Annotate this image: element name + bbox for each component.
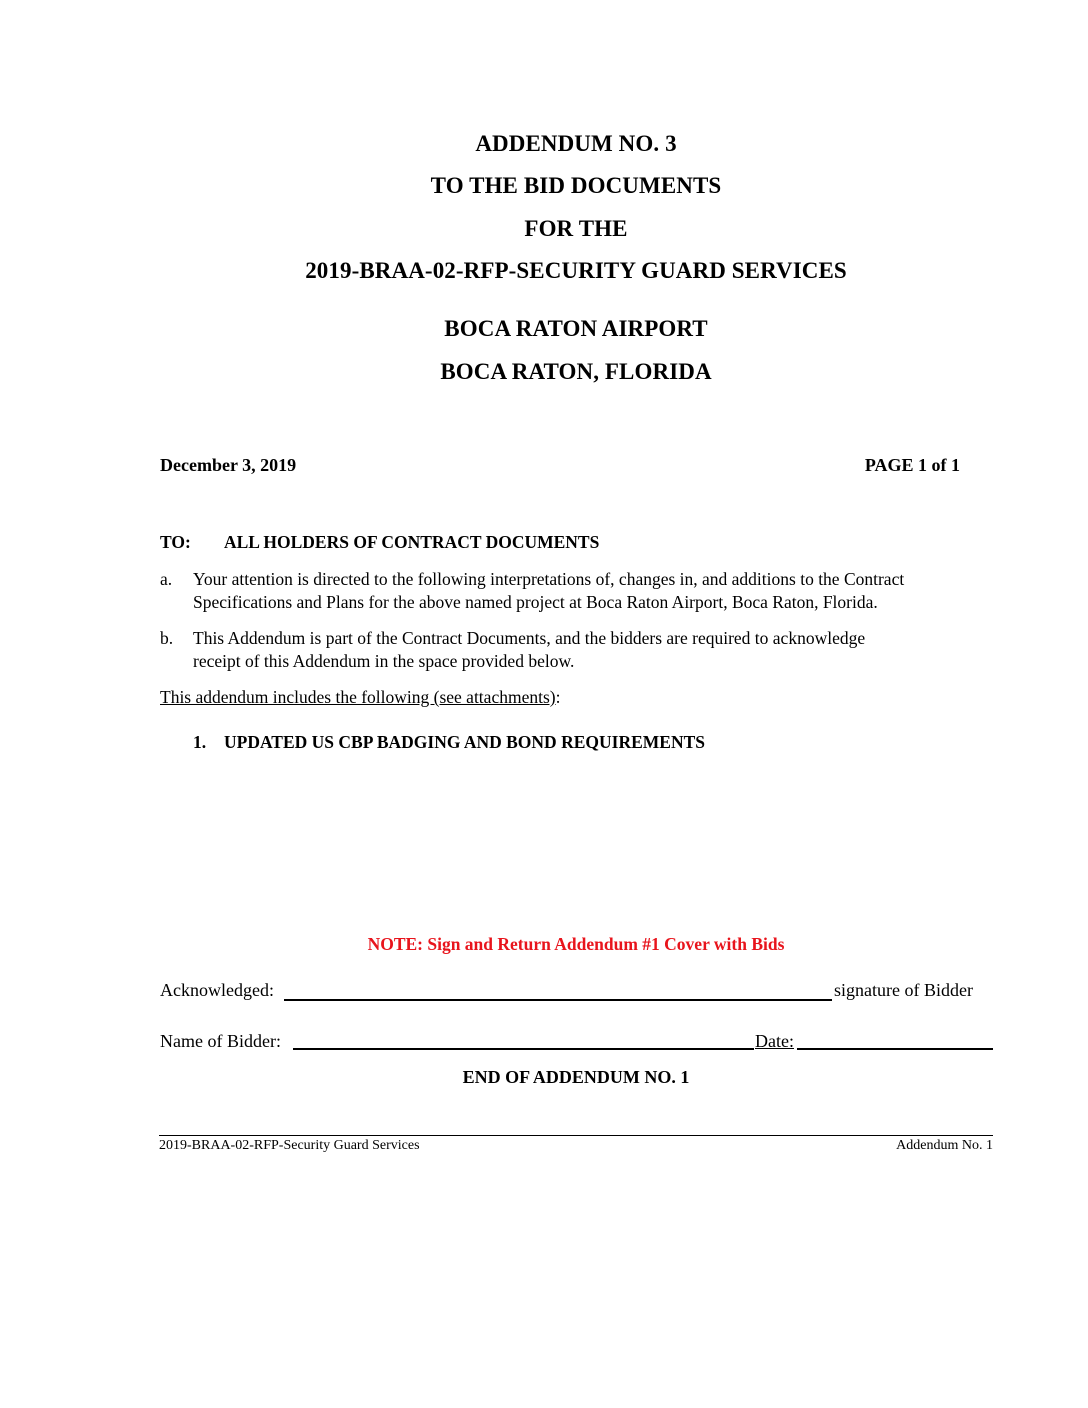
item-a-marker: a.: [160, 569, 173, 589]
item-b-line1: This Addendum is part of the Contract Documents, and the bidders are required to acknowledge: [193, 628, 866, 648]
includes-intro-colon: :: [555, 687, 561, 707]
item-a-line1: Your attention is directed to the following interpretations of, changes in, and additions to the Contract: [193, 569, 905, 589]
item-a-line2: Specifications and Plans for the above named project at Boca Raton Airport, Boca Raton, Florida.: [193, 592, 878, 612]
airport-title: BOCA RATON AIRPORT: [444, 316, 708, 341]
name-of-bidder-label: Name of Bidder:: [160, 1031, 281, 1051]
to-recipients: ALL HOLDERS OF CONTRACT DOCUMENTS: [224, 532, 600, 552]
location-title: BOCA RATON, FLORIDA: [440, 359, 712, 384]
footer-right: Addendum No. 1: [896, 1138, 993, 1153]
bidder-name-line[interactable]: [293, 1048, 754, 1050]
item-b-marker: b.: [160, 628, 174, 648]
date-line[interactable]: [797, 1048, 993, 1050]
addendum-title: ADDENDUM NO. 3: [475, 131, 677, 156]
signature-suffix: signature of Bidder: [834, 980, 973, 1000]
signature-line[interactable]: [284, 999, 832, 1001]
item-b-line2: receipt of this Addendum in the space provided below.: [193, 651, 575, 671]
date-label: Date:: [755, 1031, 794, 1051]
footer-rule: [159, 1135, 993, 1136]
include-item-text: UPDATED US CBP BADGING AND BOND REQUIREMENTS: [224, 732, 705, 752]
to-label: TO:: [160, 532, 191, 552]
includes-intro: [160, 686, 560, 709]
for-the-title: FOR THE: [524, 216, 628, 241]
include-item-number: 1.: [193, 732, 207, 752]
document-date: December 3, 2019: [160, 455, 297, 475]
includes-intro-text: This addendum includes the following (see attachments): [160, 687, 556, 707]
bid-documents-title: TO THE BID DOCUMENTS: [430, 173, 722, 198]
footer-left: 2019-BRAA-02-RFP-Security Guard Services: [159, 1138, 420, 1153]
project-title: 2019-BRAA-02-RFP-SECURITY GUARD SERVICES: [305, 258, 847, 283]
acknowledged-label: Acknowledged:: [160, 980, 274, 1000]
return-note: NOTE: Sign and Return Addendum #1 Cover with Bids: [367, 934, 785, 954]
page-indicator: PAGE 1 of 1: [864, 455, 960, 475]
end-of-addendum: END OF ADDENDUM NO. 1: [462, 1067, 690, 1087]
